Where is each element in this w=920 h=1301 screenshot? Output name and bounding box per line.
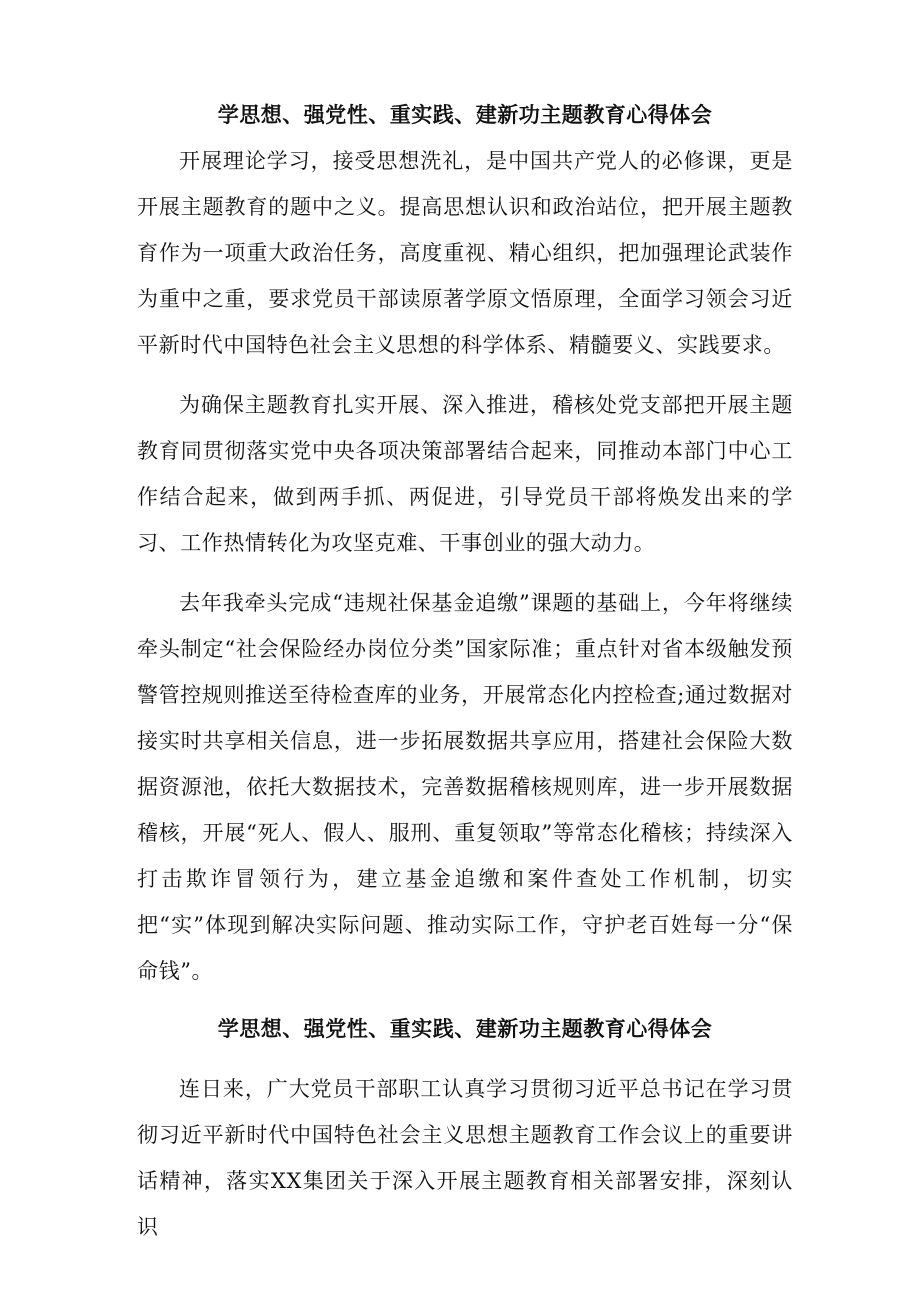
paragraph-4: 连日来，广大党员干部职工认真学习贯彻习近平总书记在学习贯彻习近平新时代中国特色社会主义思想主题教育工作会议上的重要讲话精神，落实XX集团关于深入开展主题教育相关部署安排，深刻认识: [137, 1077, 793, 1239]
section-title-2: 学思想、强党性、重实践、建新功主题教育心得体会: [217, 1016, 713, 1041]
section-title-1: 学思想、强党性、重实践、建新功主题教育心得体会: [217, 102, 713, 127]
paragraph-2: 为确保主题教育扎实开展、深入推进，稽核处党支部把开展主题教育同贯彻落实党中央各项决策部署结合起来，同推动本部门中心工作结合起来，做到两手抓、两促进，引导党员干部将焕发出来的学习、工作热情转化为攻坚克难、干事创业的强大动力。: [137, 393, 793, 555]
paragraph-3: 去年我牵头完成“违规社保基金追缴”课题的基础上，今年将继续牵头制定“社会保险经办岗位分类”国家际准；重点针对省本级触发预警管控规则推送至待检查库的业务，开展常态化内控检查;通过数据对接实时共享相关信息，进一步拓展数据共享应用，搭建社会保险大数据资源池，依托大数据技术，完善数据稽核规则库，进一步开展数据稽核，开展“死人、假人、服刑、重复领取”等常态化稽核；持续深入打击欺诈冒领行为，建立基金追缴和案件查处工作机制，切实把“实”体现到解决实际问题、推动实际工作，守护老百姓每一分“保命钱”。: [137, 591, 793, 983]
paragraph-1: 开展理论学习，接受思想洗礼，是中国共产党人的必修课，更是开展主题教育的题中之义。提高思想认识和政治站位，把开展主题教育作为一项重大政治任务，高度重视、精心组织，把加强理论武装作为重中之重，要求党员干部读原著学原文悟原理，全面学习领会习近平新时代中国特色社会主义思想的科学体系、精髓要义、实践要求。: [137, 149, 793, 357]
document-page: [137, 92, 793, 1250]
